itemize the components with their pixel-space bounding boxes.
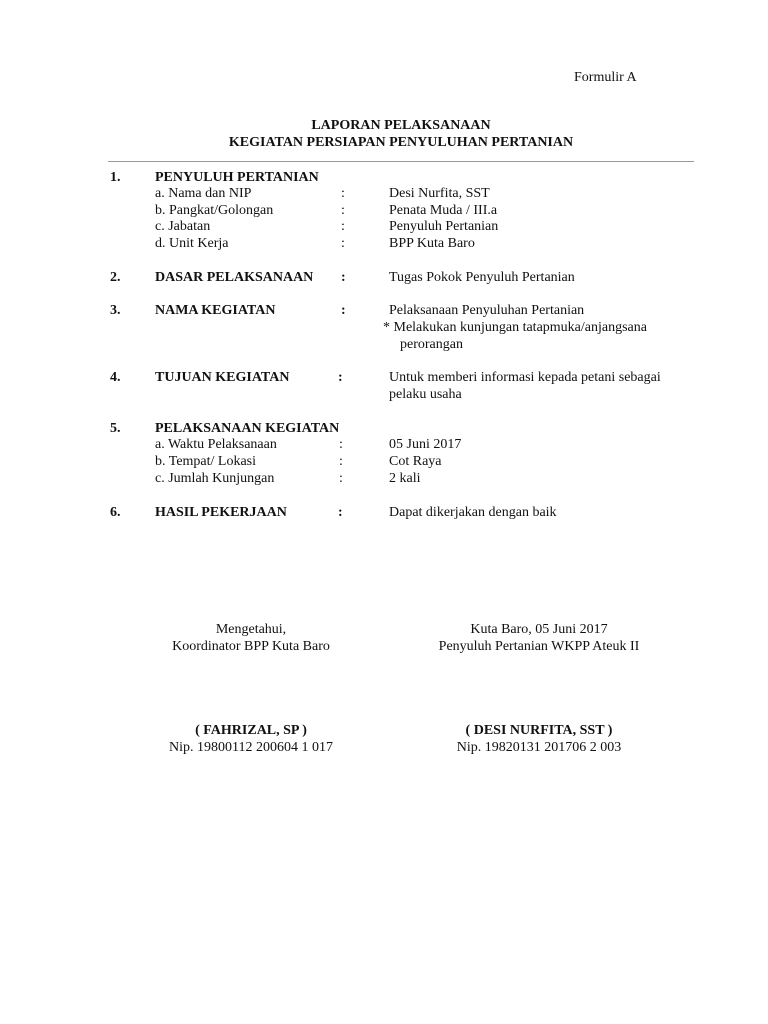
section-heading: NAMA KEGIATAN (155, 303, 276, 318)
field-value: 05 Juni 2017 (389, 437, 462, 452)
field-value: Tugas Pokok Penyuluh Pertanian (389, 270, 575, 285)
field-label: a. Waktu Pelaksanaan (155, 437, 277, 452)
field-colon: : (341, 236, 345, 251)
field-colon: : (338, 505, 343, 520)
signature-position: Penyuluh Pertanian WKPP Ateuk II (438, 639, 640, 654)
field-colon: : (338, 370, 343, 385)
title-line-2: KEGIATAN PERSIAPAN PENYULUHAN PERTANIAN (228, 135, 574, 150)
signature-block-left (141, 621, 361, 655)
field-label: b. Tempat/ Lokasi (155, 454, 257, 469)
field-value: Desi Nurfita, SST (389, 186, 490, 201)
signature-name-block-left (141, 722, 361, 756)
field-value: Penata Muda / III.a (389, 203, 498, 218)
signature-caption: Mengetahui, (215, 622, 287, 637)
document-title (108, 117, 694, 151)
field-label: c. Jumlah Kunjungan (155, 471, 275, 486)
field-label: b. Pangkat/Golongan (155, 203, 274, 218)
field-label: a. Nama dan NIP (155, 186, 252, 201)
signatory-nip: Nip. 19820131 201706 2 003 (456, 740, 622, 755)
section-heading: DASAR PELAKSANAAN (155, 270, 314, 285)
section-heading: HASIL PEKERJAAN (155, 505, 287, 520)
signature-place-date: Kuta Baro, 05 Juni 2017 (470, 622, 608, 637)
section-heading: PELAKSANAAN KEGIATAN (155, 421, 340, 436)
field-colon: : (339, 471, 343, 486)
activity-bullet-continuation: perorangan (400, 337, 463, 352)
title-line-1: LAPORAN PELAKSANAAN (311, 118, 491, 133)
signatory-name: ( DESI NURFITA, SST ) (465, 723, 613, 738)
signature-name-block-right (404, 722, 674, 756)
section-number: 6. (110, 505, 121, 520)
field-colon: : (341, 270, 346, 285)
field-value-continuation: pelaku usaha (389, 387, 462, 402)
section-heading: PENYULUH PERTANIAN (155, 170, 319, 185)
section-number: 5. (110, 421, 121, 436)
field-colon: : (341, 303, 346, 318)
section-heading: TUJUAN KEGIATAN (155, 370, 290, 385)
field-value: Dapat dikerjakan dengan baik (389, 505, 557, 520)
field-value: BPP Kuta Baro (389, 236, 475, 251)
field-value: Cot Raya (389, 454, 442, 469)
field-colon: : (339, 437, 343, 452)
section-number: 2. (110, 270, 121, 285)
section-number: 4. (110, 370, 121, 385)
field-value: Untuk memberi informasi kepada petani sebagai (389, 370, 661, 385)
field-label: d. Unit Kerja (155, 236, 229, 251)
field-colon: : (341, 203, 345, 218)
field-colon: : (339, 454, 343, 469)
field-value: Pelaksanaan Penyuluhan Pertanian (389, 303, 585, 318)
signatory-nip: Nip. 19800112 200604 1 017 (169, 740, 333, 755)
section-number: 3. (110, 303, 121, 318)
title-divider (108, 161, 694, 162)
activity-bullet: * Melakukan kunjungan tatapmuka/anjangsana (383, 320, 647, 335)
signature-block-right (404, 621, 674, 655)
form-label: Formulir A (574, 70, 637, 85)
field-colon: : (341, 186, 345, 201)
signature-position: Koordinator BPP Kuta Baro (172, 639, 330, 654)
section-number: 1. (110, 170, 121, 185)
signatory-name: ( FAHRIZAL, SP ) (195, 723, 307, 738)
field-value: 2 kali (389, 471, 421, 486)
field-value: Penyuluh Pertanian (389, 219, 499, 234)
field-colon: : (341, 219, 345, 234)
field-label: c. Jabatan (155, 219, 211, 234)
